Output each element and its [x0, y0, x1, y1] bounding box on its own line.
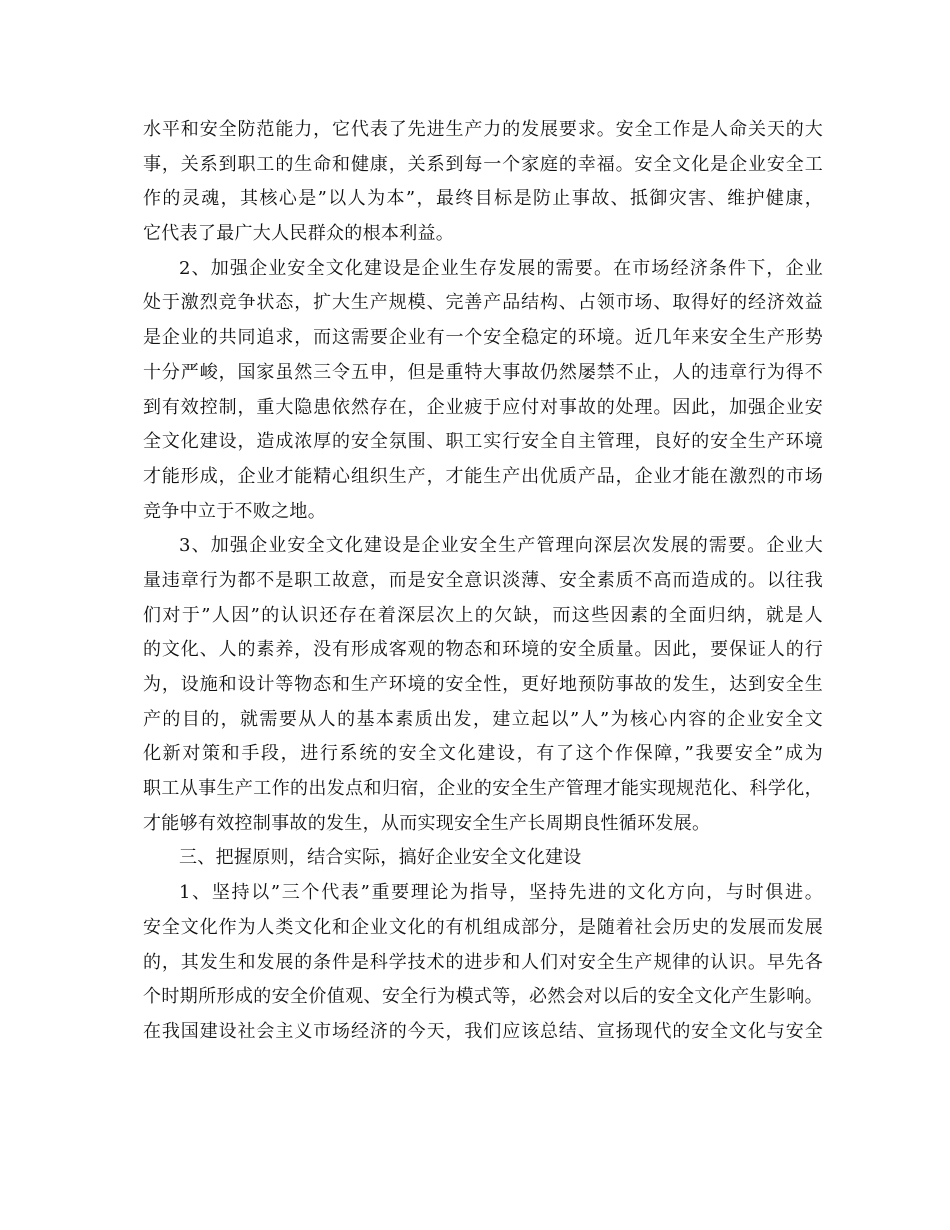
text-line: 十分严峻，国家虽然三令五申，但是重特大事故仍然屡禁不止，人的违章行为得不: [143, 361, 823, 383]
text-line: 个时期所形成的安全价值观、安全行为模式等，必然会对以后的安全文化产生影响。: [143, 986, 823, 1008]
text-line: 到有效控制，重大隐患依然存在，企业疲于应付对事故的处理。因此，加强企业安: [143, 396, 823, 418]
text-line: 的，其发生和发展的条件是科学技术的进步和人们对安全生产规律的认识。早先各: [143, 951, 823, 973]
text-line: 水平和安全防范能力，它代表了先进生产力的发展要求。安全工作是人命关天的大: [143, 119, 823, 140]
text-line: 产的目的，就需要从人的基本素质出发，建立起以”人”为核心内容的企业安全文: [143, 708, 823, 730]
text-line: 才能够有效控制事故的发生，从而实现安全生产长周期良性循环发展。: [143, 812, 711, 834]
paragraph-3-first-line: 3、加强企业安全文化建设是企业安全生产管理向深层次发展的需要。企业大: [179, 535, 823, 557]
text-line: 事，关系到职工的生命和健康，关系到每一个家庭的幸福。安全文化是企业安全工: [143, 153, 823, 175]
text-line: 们对于”人因”的认识还存在着深层次上的欠缺，而这些因素的全面归纳，就是人: [143, 604, 823, 626]
text-line: 化新对策和手段，进行系统的安全文化建设，有了这个作保障，”我要安全”成为: [143, 743, 823, 765]
text-line: 职工从事生产工作的出发点和归宿，企业的安全生产管理才能实现规范化、科学化，: [143, 778, 823, 800]
paragraph-2-first-line: 2、加强企业安全文化建设是企业生存发展的需要。在市场经济条件下，企业: [179, 257, 823, 279]
text-line: 它代表了最广大人民群众的根本利益。: [143, 223, 455, 245]
text-line: 竞争中立于不败之地。: [143, 500, 326, 522]
text-line: 在我国建设社会主义市场经济的今天，我们应该总结、宣扬现代的安全文化与安全: [143, 1020, 823, 1042]
text-line: 是企业的共同追求，而这需要企业有一个安全稳定的环境。近几年来安全生产形势: [143, 327, 823, 349]
text-line: 量违章行为都不是职工故意，而是安全意识淡薄、安全素质不高而造成的。以往我: [143, 569, 823, 591]
text-line: 安全文化作为人类文化和企业文化的有机组成部分，是随着社会历史的发展而发展: [143, 916, 823, 938]
text-line: 的文化、人的素养，没有形成客观的物态和环境的安全质量。因此，要保证人的行: [143, 639, 823, 661]
text-line: 为，设施和设计等物态和生产环境的安全性，更好地预防事故的发生，达到安全生: [143, 674, 823, 695]
text-line: 全文化建设，造成浓厚的安全氛围、职工实行安全自主管理，良好的安全生产环境: [143, 431, 823, 453]
text-line: 作的灵魂，其核心是”以人为本”，最终目标是防止事故、抵御灾害、维护健康，: [143, 188, 823, 210]
paragraph-4-first-line: 1、坚持以”三个代表”重要理论为指导，坚持先进的文化方向，与时俱进。: [179, 882, 823, 904]
body-text: [143, 113, 823, 1050]
text-line: 才能形成，企业才能精心组织生产，才能生产出优质产品，企业才能在激烈的市场: [143, 465, 823, 487]
section-heading: 三、把握原则，结合实际，搞好企业安全文化建设: [179, 847, 582, 869]
text-line: 处于激烈竞争状态，扩大生产规模、完善产品结构、占领市场、取得好的经济效益: [143, 292, 823, 314]
